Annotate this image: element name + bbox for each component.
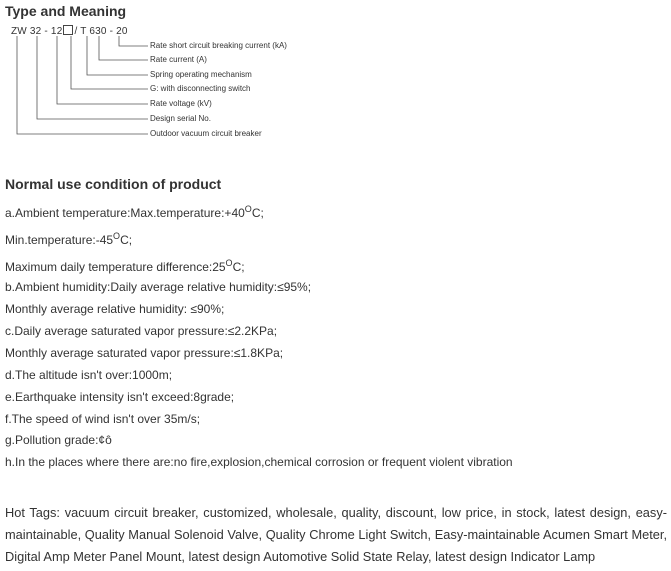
model-code-part-1: ZW 32 - 12 [11, 26, 63, 37]
condition-line: Maximum daily temperature $difference:25^OC$; [5, 258, 245, 274]
condition-line: h.In the places where there are:no fire,explosion,chemical corrosion or frequent violent vibration [5, 455, 513, 469]
condition-line: Monthly average relative humidity: ≤90%; [5, 302, 225, 316]
condition-line: Monthly average saturated vapor pressure:≤1.8KPa; [5, 346, 284, 360]
model-code-part-2: / T 630 - 20 [74, 26, 128, 37]
condition-line: a.Ambient $temperature:Max.temperature:+40^OC$; [5, 204, 264, 220]
model-designation-diagram [0, 20, 300, 150]
condition-line: b.Ambient humidity:Daily average relative humidity:≤95%; [5, 280, 312, 294]
label-design-serial: Design serial No. [150, 114, 211, 123]
label-spring-mechanism: Spring operating mechanism [150, 70, 252, 79]
line-spring-mechanism [87, 36, 148, 75]
label-outdoor-breaker: Outdoor vacuum circuit breaker [150, 129, 262, 138]
condition-line: g.Pollution grade:¢ô [5, 433, 112, 447]
condition-line: c.Daily average saturated vapor pressure:≤2.2KPa; [5, 324, 278, 338]
label-rate-current: Rate current (A) [150, 55, 207, 64]
line-disconnecting-switch [71, 36, 148, 89]
normal-use-condition-heading: Normal use condition of product [5, 176, 222, 192]
label-breaking-current: Rate short circuit breaking current (kA) [150, 41, 287, 50]
line-rate-current [99, 36, 148, 60]
condition-line: e.Earthquake intensity isn't exceed:8grade; [5, 390, 235, 404]
condition-line: f.The speed of wind isn't over 35m/s; [5, 412, 201, 426]
condition-line: d.The altitude isn't over:1000m; [5, 368, 173, 382]
label-rate-voltage: Rate voltage (kV) [150, 99, 212, 108]
condition-line: $Min.temperature:-45^OC$; [5, 231, 133, 247]
line-breaking-current [119, 36, 148, 46]
hot-tags: Hot Tags: vacuum circuit breaker, customized, wholesale, quality, discount, low price, in stock, latest design, easy-maintainable, Quality Manual Solenoid Valve, Quality Chrome Light Switch, Easy-maintainable Acumen Smart Meter, Digital Amp Meter Panel Mount, latest design Automotive Solid State Relay, latest design Indicator Lamp [5, 505, 667, 564]
line-design-serial [37, 36, 148, 119]
type-and-meaning-heading: Type and Meaning [5, 3, 127, 19]
label-disconnecting-switch: G: with disconnecting switch [150, 84, 251, 93]
